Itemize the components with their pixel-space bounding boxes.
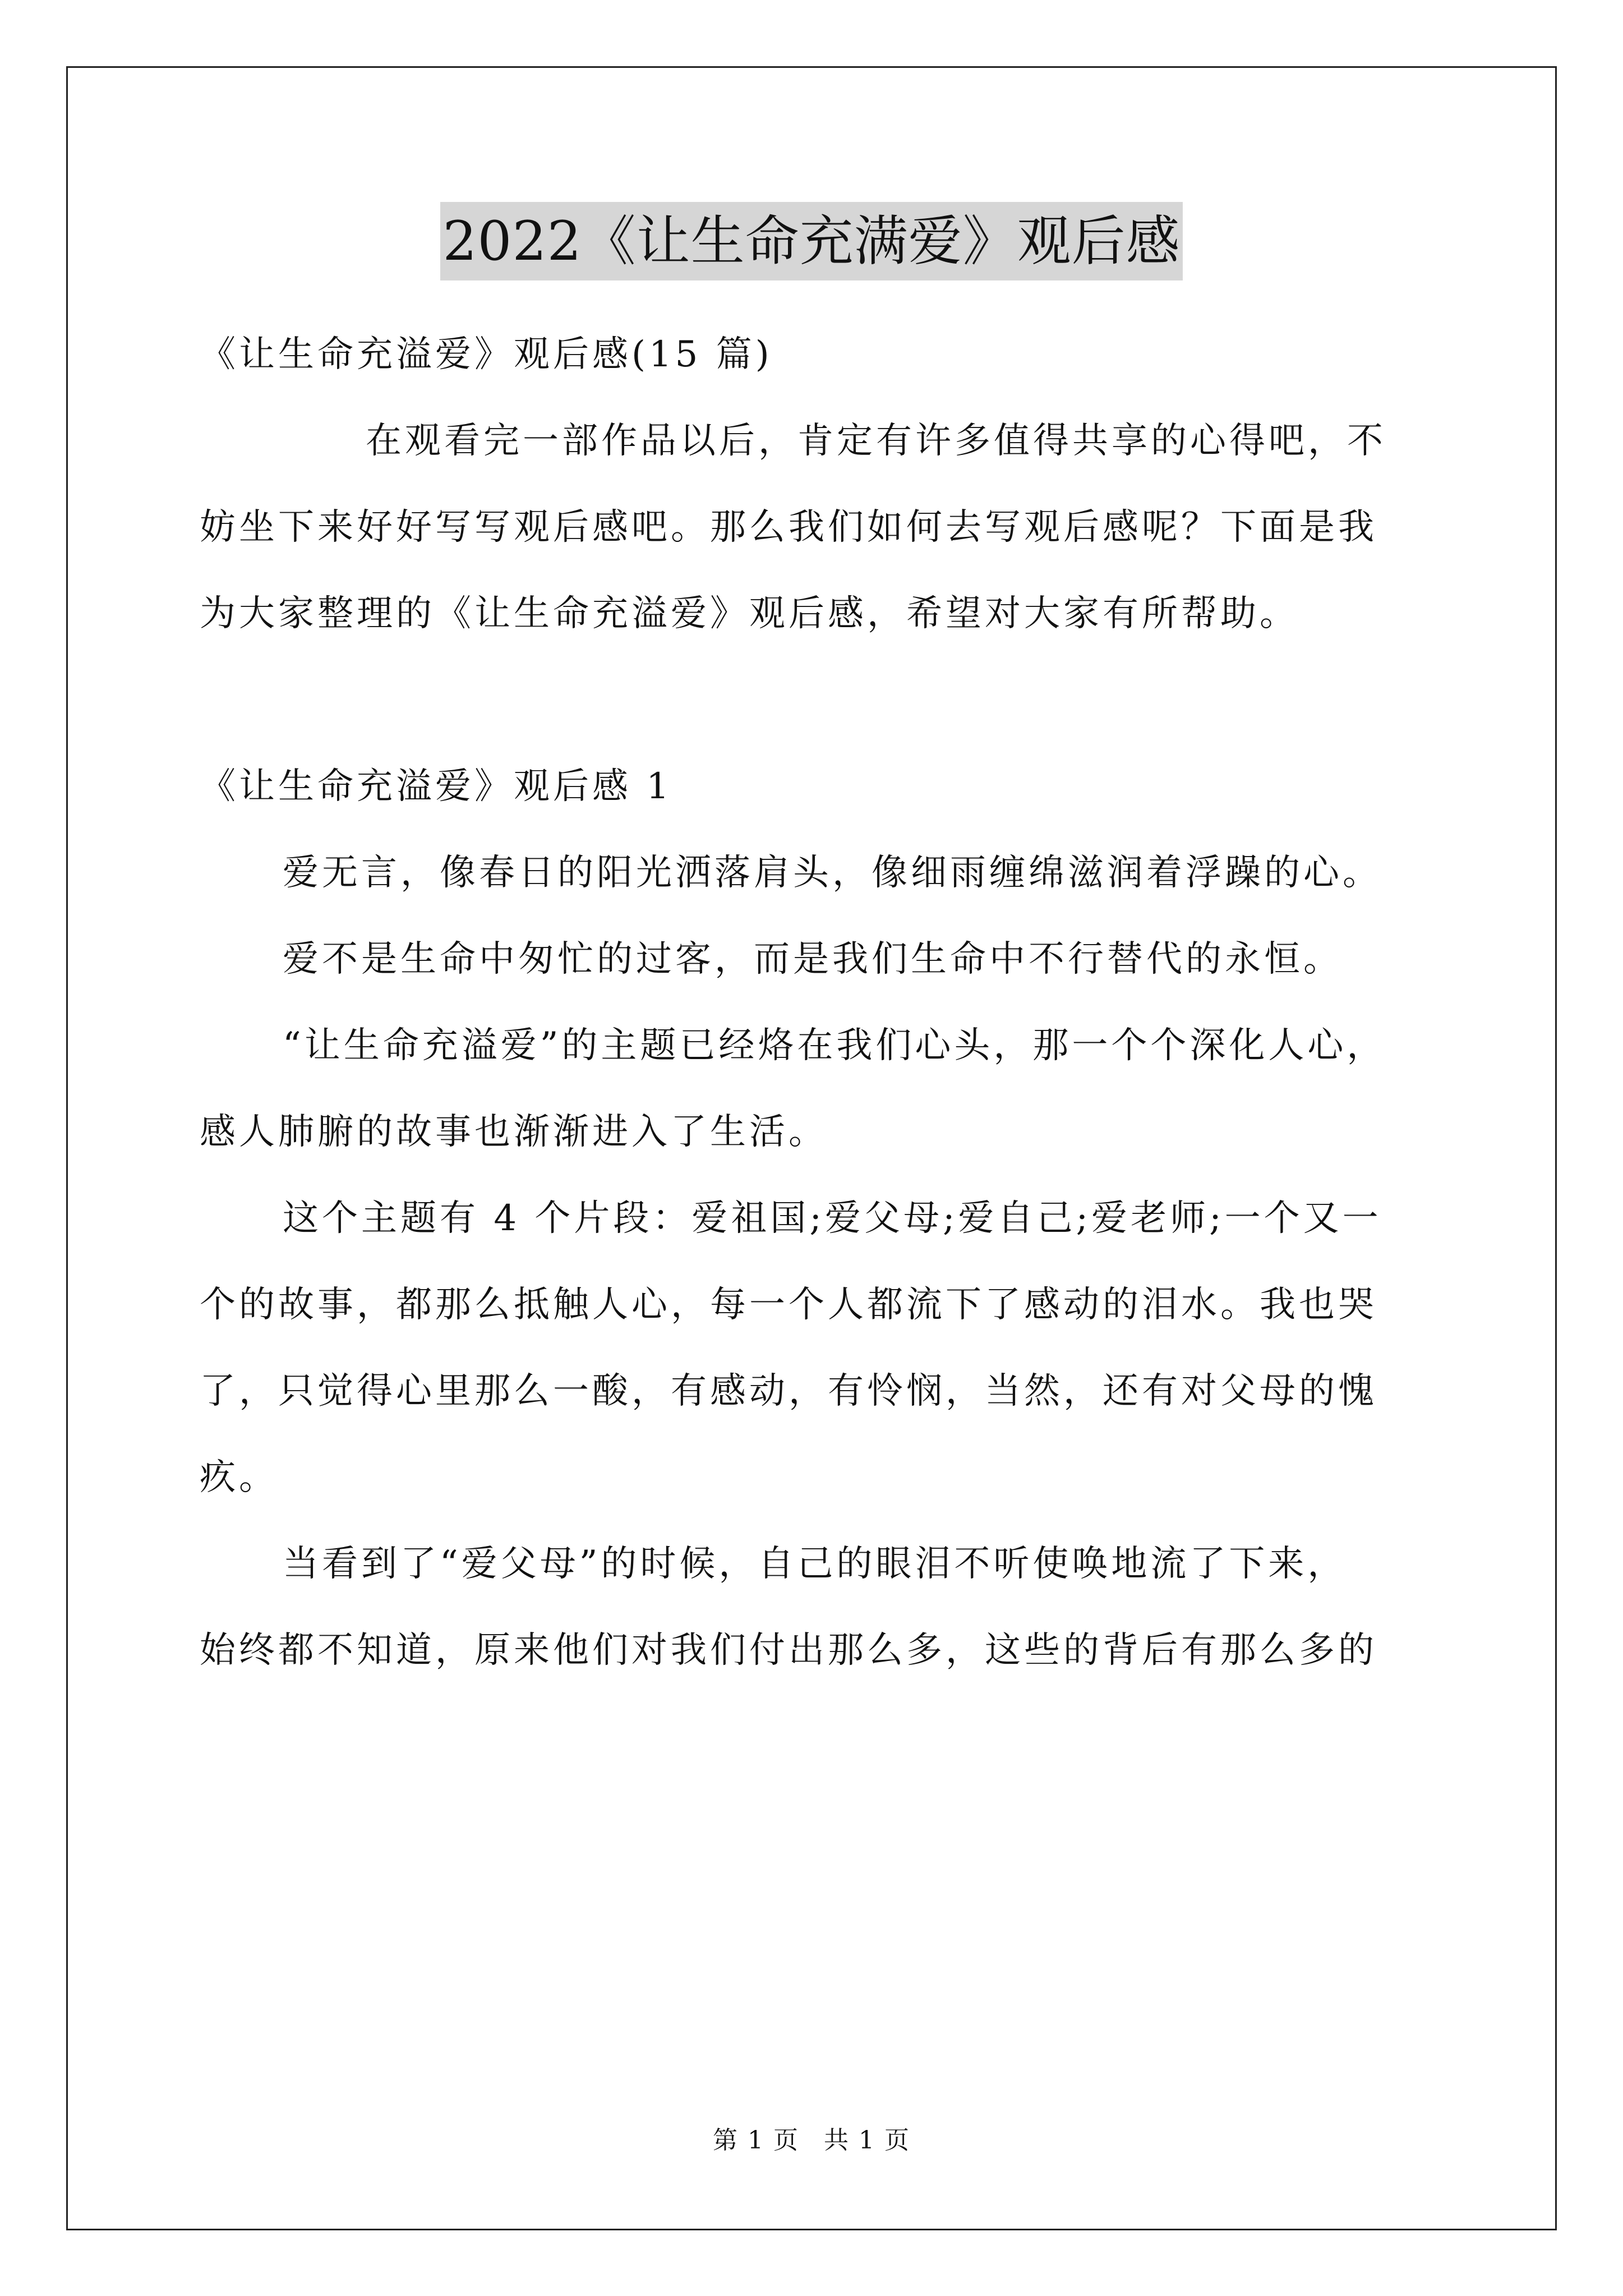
intro-line-2: 妨坐下来好好写写观后感吧。那么我们如何去写观后感呢？下面是我 bbox=[200, 507, 1377, 548]
body-line: 了，只觉得心里那么一酸，有感动，有怜悯，当然，还有对父母的愧 bbox=[200, 1370, 1377, 1412]
subtitle-line: 《让生命充溢爱》观后感(15 篇) bbox=[200, 334, 773, 375]
title-container bbox=[0, 202, 1623, 280]
blank-line bbox=[200, 657, 1450, 743]
document-body bbox=[200, 311, 1450, 1694]
intro-line-1: 在观看完一部作品以后，肯定有许多值得共享的心得吧，不 bbox=[366, 420, 1386, 462]
page-footer bbox=[0, 2125, 1623, 2156]
document-title: 2022《让生命充满爱》观后感 bbox=[440, 202, 1182, 280]
body-line: 当看到了“爱父母”的时候，自己的眼泪不听使唤地流了下来， bbox=[283, 1543, 1347, 1585]
body-line: “让生命充溢爱”的主题已经烙在我们心头，那一个个深化人心， bbox=[283, 1025, 1386, 1066]
intro-line-3: 为大家整理的《让生命充溢爱》观后感，希望对大家有所帮助。 bbox=[200, 593, 1299, 634]
body-line: 这个主题有 4 个片段：爱祖国;爱父母;爱自己;爱老师;一个又一 bbox=[283, 1198, 1382, 1239]
page-total: 共 1 页 bbox=[824, 2126, 910, 2155]
body-line: 始终都不知道，原来他们对我们付出那么多，这些的背后有那么多的 bbox=[200, 1630, 1377, 1671]
body-line: 感人肺腑的故事也渐渐进入了生活。 bbox=[200, 1111, 828, 1153]
body-line: 爱无言，像春日的阳光洒落肩头，像细雨缠绵滋润着浮躁的心。 bbox=[283, 852, 1382, 894]
section-heading: 《让生命充溢爱》观后感 1 bbox=[200, 766, 673, 807]
body-line: 疚。 bbox=[200, 1457, 278, 1498]
page-number: 第 1 页 bbox=[713, 2126, 799, 2155]
body-line: 爱不是生命中匆忙的过客，而是我们生命中不行替代的永恒。 bbox=[283, 938, 1343, 980]
body-line: 个的故事，都那么抵触人心，每一个人都流下了感动的泪水。我也哭 bbox=[200, 1284, 1377, 1326]
